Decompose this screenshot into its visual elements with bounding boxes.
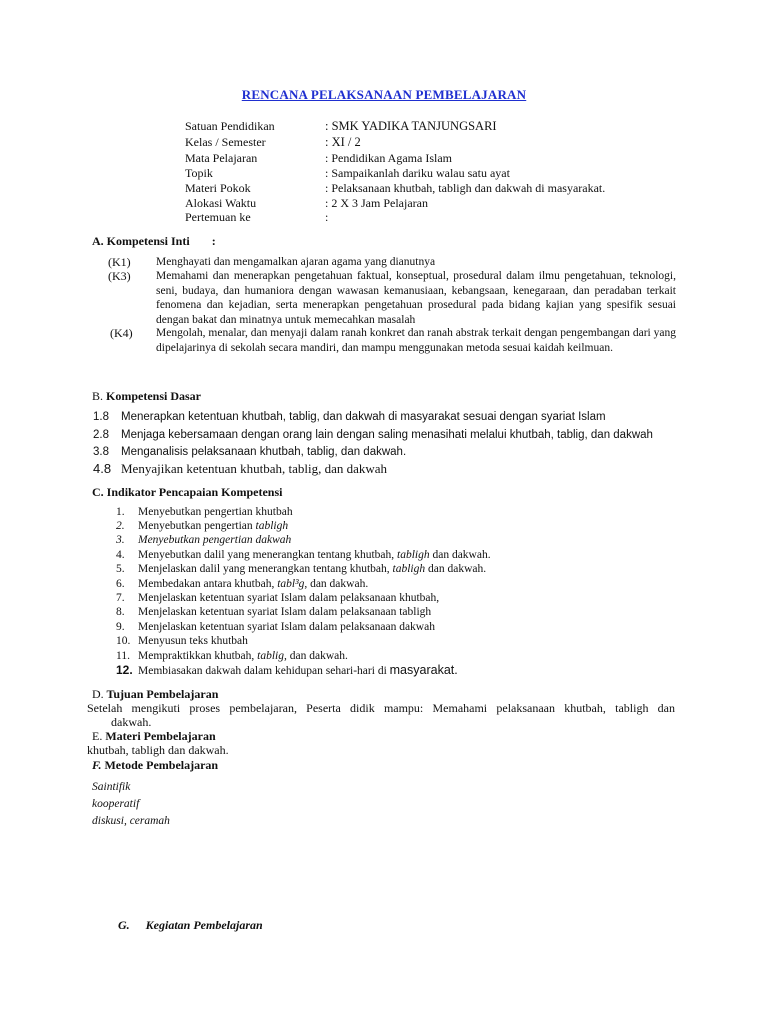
indicator-text: masyarakat. xyxy=(389,663,458,677)
indicator-text-italic: Menyebutkan pengertian dakwah xyxy=(138,534,292,546)
identity-label: Satuan Pendidikan xyxy=(185,119,275,133)
identity-label: Topik xyxy=(185,166,213,180)
metode-item: Saintifik xyxy=(92,781,131,793)
section-colon: : xyxy=(211,234,216,248)
indicator-number: 8. xyxy=(116,606,125,618)
document-title: RENCANA PELAKSANAAN PEMBELAJARAN xyxy=(241,87,527,102)
kd-text: Menyajikan ketentuan khutbah, tablig, dan dakwah xyxy=(121,461,388,476)
kd-text: Menerapkan ketentuan khutbah, tablig, dan dakwah di masyarakat sesuai dengan syariat Islam xyxy=(121,411,606,423)
identity-value: : SMK YADIKA TANJUNGSARI xyxy=(325,119,497,133)
indicator-number: 6. xyxy=(116,578,125,590)
indicator-text: dan dakwah. xyxy=(286,650,348,662)
section-letter: B. xyxy=(92,389,104,403)
section-title: Indikator Pencapaian Kompetensi xyxy=(106,485,283,499)
tujuan-paragraph-cont: dakwah. xyxy=(111,715,152,729)
section-title: Kegiatan Pembelajaran xyxy=(145,918,263,932)
indicator-item xyxy=(108,620,435,634)
identity-label: Mata Pelajaran xyxy=(185,151,258,165)
identity-label: Pertemuan ke xyxy=(185,210,251,224)
section-letter: G. xyxy=(118,918,130,932)
indicator-text: dan dakwah. xyxy=(425,563,487,575)
section-title: Materi Pembelajaran xyxy=(105,729,216,743)
indicator-item xyxy=(108,577,368,591)
section-letter: A. xyxy=(92,234,104,248)
identity-value: : 2 X 3 Jam Pelajaran xyxy=(325,196,428,210)
metode-item: diskusi, ceramah xyxy=(92,815,170,827)
section-a-heading xyxy=(92,234,216,249)
ki-item xyxy=(108,326,676,355)
kd-number: 4.8 xyxy=(93,461,112,476)
identity-value: : Pendidikan Agama Islam xyxy=(325,151,452,165)
indicator-item xyxy=(108,649,348,663)
identity-label: Alokasi Waktu xyxy=(185,196,257,210)
indicator-item xyxy=(108,533,291,547)
identity-label: Materi Pokok xyxy=(185,181,251,195)
indicator-number: 5. xyxy=(116,563,125,575)
materi-text: khutbah, tabligh dan dakwah. xyxy=(87,743,229,757)
ki-text: Memahami dan menerapkan pengetahuan faktual, konseptual, prosedural dalam ilmu pengetahuan, teknologi, seni, budaya, dan humaniora dengan wawasan kemanusiaan, kebangsaan, kenegaraan, dan peradaban terkait fenomena dan kejadian, serta menerapkan pengetahuan prosedural pada bidang kajian yang spesifik sesuai dengan bakat dan minatnya untuk memecahkan masalah xyxy=(156,270,676,326)
indicator-text-italic: tabligh xyxy=(397,549,430,561)
indicator-item xyxy=(108,505,293,519)
indicator-text: Menyusun teks khutbah xyxy=(138,635,248,647)
metode-item: kooperatif xyxy=(92,798,140,810)
indicator-number: 11. xyxy=(116,650,130,662)
indicator-text: Menyebutkan pengertian xyxy=(138,520,256,532)
kd-item xyxy=(93,411,606,423)
indicator-number: 9. xyxy=(116,621,125,633)
indicator-item xyxy=(108,548,491,562)
indicator-text: Menjelaskan dalil yang menerangkan tentang khutbah, xyxy=(138,563,393,575)
section-title: Kompetensi Dasar xyxy=(106,389,202,403)
indicator-number: 4. xyxy=(116,549,125,561)
kd-item xyxy=(93,446,406,458)
indicator-text: Menjelaskan ketentuan syariat Islam dalam pelaksanaan tabligh xyxy=(138,606,432,618)
indicator-item xyxy=(108,591,439,605)
identity-value: : XI / 2 xyxy=(325,135,361,149)
indicator-item xyxy=(108,605,431,619)
section-title: Metode Pembelajaran xyxy=(104,758,219,772)
tujuan-paragraph: Setelah mengikuti proses pembelajaran, Peserta didik mampu: Memahami pelaksanaan khutbah, tabligh dan xyxy=(87,701,675,715)
kd-text: Menganalisis pelaksanaan khutbah, tablig, dan dakwah. xyxy=(121,446,407,458)
section-title: Kompetensi Inti xyxy=(106,234,190,248)
section-title: Tujuan Pembelajaran xyxy=(106,687,219,701)
indicator-text-italic: tabligh xyxy=(255,520,289,532)
ki-code: (K3) xyxy=(108,269,131,283)
indicator-item xyxy=(108,663,458,678)
indicator-item xyxy=(108,562,486,576)
identity-value: : Pelaksanaan khutbah, tabligh dan dakwah di masyarakat. xyxy=(325,181,606,195)
indicator-text: Menyebutkan dalil yang menerangkan tentang khutbah, xyxy=(138,549,397,561)
identity-value: : xyxy=(325,210,329,224)
indicator-text: Menjelaskan ketentuan syariat Islam dalam pelaksanaan dakwah xyxy=(138,621,435,633)
section-letter: C. xyxy=(92,485,104,499)
ki-item xyxy=(108,255,676,270)
ki-text: Mengolah, menalar, dan menyaji dalam ranah konkret dan ranah abstrak terkait dengan pengembangan dari yang dipelajarinya di sekolah secara mandiri, dan mampu menggunakan metoda sesuai kaidah keilmuan. xyxy=(156,327,676,354)
section-c-heading xyxy=(92,485,282,500)
section-letter: F. xyxy=(92,758,102,772)
indicator-text-italic: tabl³g xyxy=(277,578,305,590)
ki-code: (K4) xyxy=(110,326,133,340)
section-letter: E. xyxy=(92,729,103,743)
indicator-number: 1. xyxy=(116,506,125,518)
section-letter: D. xyxy=(92,687,104,701)
indicator-item xyxy=(108,519,288,533)
section-e-heading xyxy=(92,729,216,744)
kd-item xyxy=(93,461,387,477)
indicator-text-italic: tablig, xyxy=(257,650,287,662)
indicator-number: 7. xyxy=(116,592,125,604)
kd-number: 2.8 xyxy=(93,429,109,441)
indicator-text: Membedakan antara khutbah, xyxy=(138,578,278,590)
kd-item xyxy=(93,429,653,441)
indicator-text: , dan dakwah. xyxy=(304,578,369,590)
indicator-text-italic: tabligh xyxy=(392,563,426,575)
kd-number: 1.8 xyxy=(93,411,109,423)
indicator-text: Menyebutkan pengertian khutbah xyxy=(138,506,293,518)
indicator-text: Membiasakan dakwah dalam kehidupan sehari-hari di xyxy=(138,665,390,677)
indicator-number: 12. xyxy=(116,663,133,677)
ki-code: (K1) xyxy=(108,255,131,269)
indicator-text: Menjelaskan ketentuan syariat Islam dalam pelaksanaan khutbah, xyxy=(138,592,440,604)
kd-text: Menjaga kebersamaan dengan orang lain dengan saling menasihati melalui khutbah, tablig, dan dakwah xyxy=(121,429,653,441)
identity-value: : Sampaikanlah dariku walau satu ayat xyxy=(325,166,510,180)
ki-item xyxy=(108,269,676,327)
section-g-heading xyxy=(118,918,263,933)
section-d-heading xyxy=(92,687,218,702)
indicator-text: dan dakwah. xyxy=(429,549,491,561)
section-f-heading xyxy=(92,758,218,773)
kd-number: 3.8 xyxy=(93,446,109,458)
ki-text: Menghayati dan mengamalkan ajaran agama yang dianutnya xyxy=(156,256,436,268)
indicator-number: 3. xyxy=(116,534,125,546)
indicator-text: Mempraktikkan khutbah, xyxy=(138,650,258,662)
section-b-heading xyxy=(92,389,201,404)
identity-label: Kelas / Semester xyxy=(185,135,266,149)
indicator-number: 2. xyxy=(116,520,125,532)
indicator-item xyxy=(108,634,248,648)
indicator-number: 10. xyxy=(116,635,131,647)
